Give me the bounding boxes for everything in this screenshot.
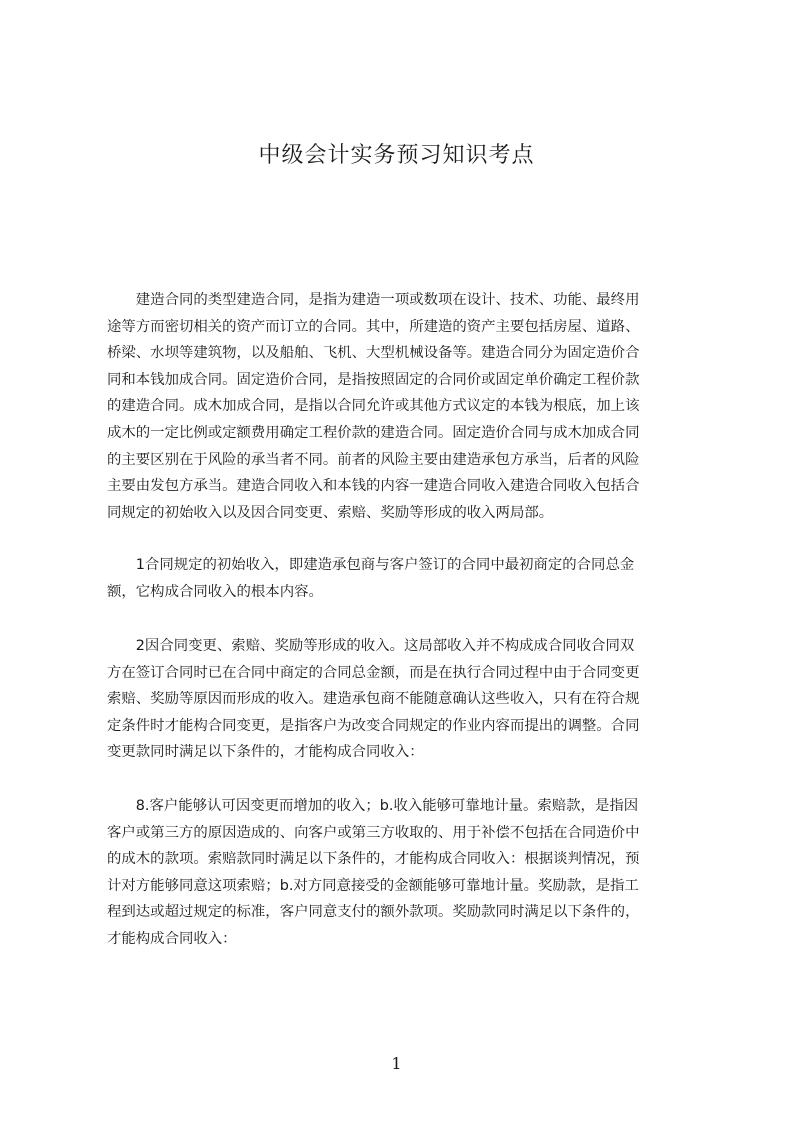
paragraph-line: 方在签订合同时已在合同中商定的合同总金额，而是在执行合同过程中由于合同变更 xyxy=(107,664,640,681)
paragraph-line: 1合同规定的初始收入，即建造承包商与客户签订的合同中最初商定的合同总金 xyxy=(107,557,635,573)
paragraph-variation-revenue xyxy=(107,633,699,766)
paragraph-contract-types xyxy=(107,287,699,526)
page-number: 1 xyxy=(391,1054,402,1073)
paragraph-initial-revenue xyxy=(107,552,699,605)
paragraph-line: 主要由发包方承当。建造合同收入和本钱的内容一建造合同收入建造合同收入包括合 xyxy=(107,478,640,495)
paragraph-line: 定条件时才能构合同变更，是指客户为改变合同规定的作业内容而提出的调整。合同 xyxy=(107,717,640,734)
paragraph-claims-incentives xyxy=(107,793,699,953)
paragraph-line: 同和本钱加成合同。固定造价合同，是指按照固定的合同价或固定单价确定工程价款 xyxy=(107,371,640,388)
paragraph-line: 成木的一定比例或定额费用确定工程价款的建造合同。固定造价合同与成木加成合同 xyxy=(107,424,640,441)
paragraph-line: 程到达或超过规定的标准，客户同意支付的额外款项。奖励款同时满足以下条件的， xyxy=(107,904,640,921)
paragraph-line: 的建造合同。成木加成合同，是指以合同允许或其他方式议定的本钱为根底，加上该 xyxy=(107,398,640,415)
paragraph-line: 才能构成合同收入： xyxy=(107,930,237,947)
paragraph-line: 变更款同时满足以下条件的，才能构成合同收入： xyxy=(107,744,424,761)
paragraph-line: 的成木的款项。索赔款同时满足以下条件的，才能构成合同收入：根据谈判情况，预 xyxy=(107,851,640,868)
paragraph-line: 途等方而密切相关的资产而订立的合同。其中，所建造的资产主要包括房屋、道路、 xyxy=(107,318,640,335)
paragraph-line: 客户或第三方的原因造成的、向客户或第三方收取的、用于补偿不包括在合同造价中 xyxy=(107,824,640,841)
paragraph-line: 的主要区别在于风险的承当者不同。前者的风险主要由建造承包方承当，后者的风险 xyxy=(107,451,640,468)
paragraph-line: 8.客户能够认可因变更而增加的收入；b.收入能够可靠地计量。索赔款，是指因 xyxy=(107,798,639,814)
paragraph-line: 2因合同变更、索赔、奖励等形成的收入。这局部收入并不构成成合同收合同双 xyxy=(107,638,635,654)
paragraph-line: 额，它构成合同收入的根本内容。 xyxy=(107,583,323,600)
paragraph-line: 索赔、奖励等原因而形成的收入。建造承包商不能随意确认这些收入，只有在符合规 xyxy=(107,691,640,708)
paragraph-line: 桥梁、水坝等建筑物，以及船舶、飞机、大型机械设备等。建造合同分为固定造价合 xyxy=(107,345,640,362)
paragraph-line: 计对方能够同意这项索赔；b.对方同意接受的金额能够可靠地计量。奖励款，是指工 xyxy=(107,877,639,894)
document-title: 中级会计实务预习知识考点 xyxy=(258,143,535,168)
paragraph-line: 建造合同的类型建造合同，是指为建造一项或数项在设计、技术、功能、最终用 xyxy=(107,292,640,308)
paragraph-line: 同规定的初始收入以及因合同变更、索赔、奖励等形成的收入两局部。 xyxy=(107,504,554,521)
